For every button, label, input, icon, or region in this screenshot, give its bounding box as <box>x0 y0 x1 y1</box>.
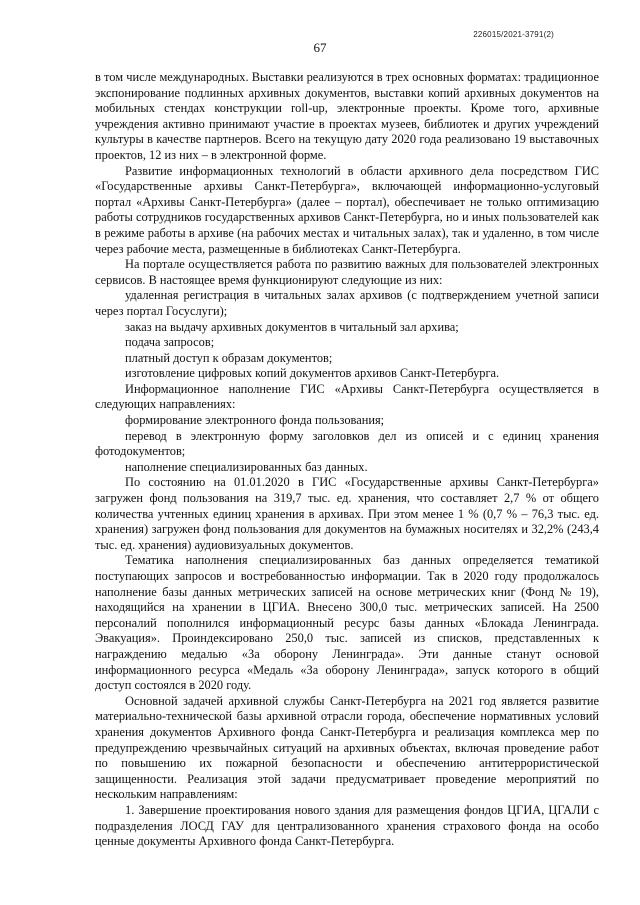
list-item-databases: наполнение специализированных баз данных. <box>125 459 368 474</box>
paragraph-portal-services: На портале осуществляется работа по развитию важных для пользователей электронных сервисов. В настоящее время функционируют следующие из них: <box>95 257 599 287</box>
list-item-digital-copies: изготовление цифровых копий документов архивов Санкт-Петербурга. <box>125 366 500 381</box>
paragraph-databases-topics: Тематика наполнения специализированных баз данных определяется тематикой поступающих запросов и востребованностью информации. Так в 2020 году продолжалось наполнение базы данных метрических записей на основе метрических книг (Фонд № 19), находящийся на хранении в ЦГИА. Внесено 300,0 тыс. метрических записей. На 2500 персоналий пополнился информационный ресурс базы данных «Блокада Ленинграда. Эвакуация». Проиндексировано 250,0 тыс. записей из списков, представленных к награждению медалью «За оборону Ленинграда». Эти данные станут основой информационного ресурса «Медаль «За оборону Ленинграда», запуск которого в общий доступ состоялся в 2020 году. <box>95 553 599 693</box>
paragraph-information-content: Информационное наполнение ГИС «Архивы Санкт-Петербурга осуществляется в следующих направлениях: <box>95 381 599 412</box>
paragraph-new-building: 1. Завершение проектирования нового здания для размещения фондов ЦГИА, ЦГАЛИ с подразделения ЛОСД ГАУ для централизованного хранения страхового фонда на особо ценные документы Архивного фонда Санкт-Петербурга. <box>95 802 599 849</box>
paragraph-exhibitions: в том числе международных. Выставки реализуются в трех основных форматах: традиционное экспонирование подлинных архивных документов, выставки копий архивных документов на мобильных стендах конструкции roll-up, электронные проекты. Кроме того, архивные учреждения активно принимают участие в проектах музеев, библиотек и других учреждений культуры в качестве партнеров. Всего на текущую дату 2020 года реализовано 19 выставочных проектов, 12 из них – в электронной форме. <box>95 70 599 162</box>
paragraph-gis-development: Развитие информационных технологий в области архивного дела посредством ГИС «Государственные архивы Санкт-Петербурга», включающей информационно-услуговый портал «Архивы Санкт-Петербурга» (далее – портал), обеспечивает не только оптимизацию работы сотрудников государственных архивов Санкт-Петербурга, но и иных пользователей как в режиме работы в архиве (на рабочих местах и читальных залах), так и удаленно, в том числе через рабочие места, размещенные в библиотеках Санкт-Петербурга. <box>95 163 599 256</box>
paragraph-fund-status: По состоянию на 01.01.2020 в ГИС «Государственные архивы Санкт-Петербурга» загружен фонд пользования на 319,7 тыс. ед. хранения, что составляет 2,7 % от общего количества учтенных единиц хранения в архивах. При этом менее 1 % (0,7 % – 76,3 тыс. ед. хранения) загружен фонд пользования для документов на бумажных носителях и 32,2% (243,4 тыс. ед. хранения) аудиовизуальных документов. <box>95 475 599 552</box>
page-number: 67 <box>313 40 327 55</box>
document-body <box>95 70 599 850</box>
document-registration-number: 226015/2021-3791(2) <box>473 30 554 39</box>
list-item-document-order: заказ на выдачу архивных документов в читальный зал архива; <box>125 319 459 334</box>
list-item-electronic-fund: формирование электронного фонда пользования; <box>125 413 385 428</box>
list-item-paid-access: платный доступ к образам документов; <box>125 350 333 365</box>
list-item-remote-registration: удаленная регистрация в читальных залах архивов (с подтверждением учетной записи через портал Госуслуги); <box>95 288 599 318</box>
list-item-headings-conversion: перевод в электронную форму заголовков дел из описей и с единиц хранения фотодокументов; <box>95 428 599 459</box>
list-item-requests: подача запросов; <box>125 335 215 350</box>
paragraph-main-task-2021: Основной задачей архивной службы Санкт-Петербурга на 2021 год является развитие материально-технической базы архивной отрасли города, обеспечение нормативных условий хранения документов Архивного фонда Санкт-Петербурга и реализация комплекса мер по предупреждению чрезвычайных ситуаций на архивных объектах, включая проведение работ по повышению их пожарной безопасности и обеспечению антитеррористической защищенности. Реализация этой задачи предусматривает проведение мероприятий по нескольким направлениям: <box>95 693 599 802</box>
